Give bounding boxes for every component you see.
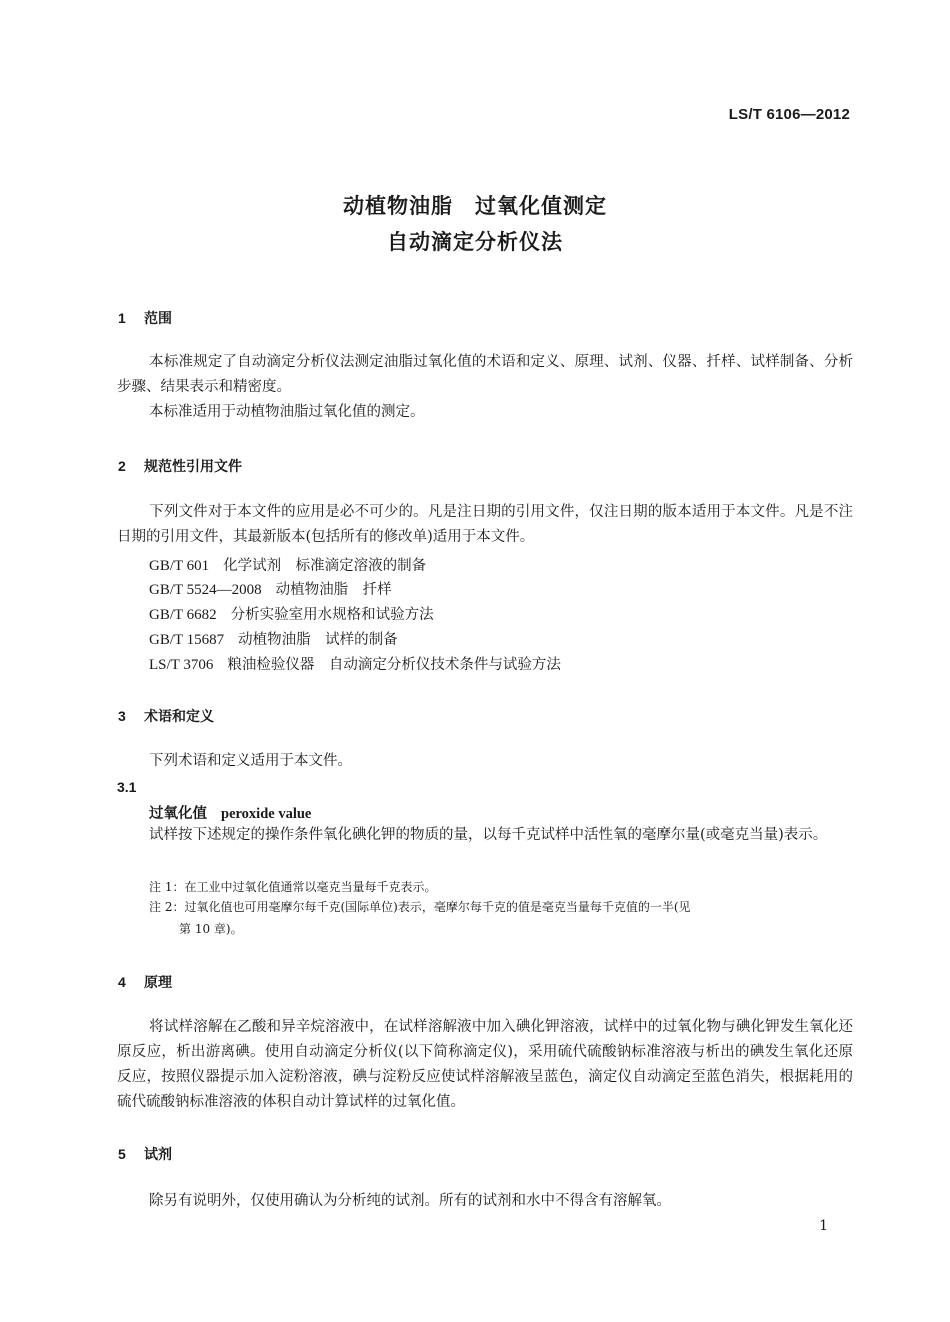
section-2-heading (118, 456, 242, 476)
standard-number: LS/T 6106—2012 (728, 106, 850, 123)
term-english: peroxide value (221, 806, 312, 822)
paragraph-text: 下列术语和定义适用于本文件。 (149, 753, 352, 769)
paragraph-text: 下列文件对于本文件的应用是必不可少的。凡是注日期的引用文件，仅注日期的版本适用于本文件。凡是不注日期的引用文件，其最新版本(包括所有的修改单)适用于本文件。 (117, 504, 853, 545)
section-title: 术语和定义 (144, 709, 214, 725)
section-3-heading (118, 706, 214, 726)
section-number: 1 (118, 310, 126, 326)
paragraph-text: 本标准规定了自动滴定分析仪法测定油脂过氧化值的术语和定义、原理、试剂、仪器、扦样、试样制备、分析步骤、结果表示和精密度。 (117, 354, 853, 395)
section-5-heading (118, 1144, 172, 1164)
section-1-heading (118, 308, 172, 328)
reference-title: 动植物油脂 扦样 (275, 582, 392, 598)
section-4-heading (118, 972, 172, 992)
section-number: 4 (118, 974, 126, 990)
note-2-line-1: 注 2：过氧化值也可用毫摩尔每千克(国际单位)表示，毫摩尔每千克的值是毫克当量每千克值的一半(见 (149, 900, 691, 914)
reference-title: 化学试剂 标准滴定溶液的制备 (223, 558, 427, 574)
subsection-number: 3.1 (117, 779, 137, 795)
reference-item (149, 603, 434, 624)
reference-item (149, 578, 392, 599)
reference-item (149, 653, 561, 674)
page-number: 1 (819, 1218, 828, 1234)
section-title: 范围 (144, 311, 172, 327)
paragraph-text: 本标准适用于动植物油脂过氧化值的测定。 (149, 404, 425, 420)
term-chinese: 过氧化值 (149, 805, 207, 822)
reference-code: GB/T 601 (149, 558, 210, 574)
section-title: 试剂 (144, 1147, 172, 1163)
term-heading (149, 802, 311, 823)
reference-code: GB/T 5524—2008 (149, 582, 262, 598)
section-number: 3 (118, 708, 126, 724)
section-1-paragraph-1 (117, 350, 853, 400)
section-number: 5 (118, 1146, 126, 1162)
section-3-intro (117, 749, 853, 774)
document-title-line1: 动植物油脂 过氧化值测定 (343, 194, 607, 218)
reference-code: LS/T 3706 (149, 657, 214, 673)
paragraph-text: 将试样溶解在乙酸和异辛烷溶液中，在试样溶解液中加入碘化钾溶液，试样中的过氧化物与碘化钾发生氧化还原反应，析出游离碘。使用自动滴定分析仪(以下简称滴定仪)，采用硫代硫酸钠标准溶液与析出的碘发生氧化还原反应，按照仪器提示加入淀粉溶液，碘与淀粉反应使试样溶解液呈蓝色，滴定仪自动滴定至蓝色消失，根据耗用的硫代硫酸钠标准溶液的体积自动计算试样的过氧化值。 (117, 1019, 853, 1110)
reference-item (149, 554, 426, 575)
paragraph-text: 试样按下述规定的操作条件氧化碘化钾的物质的量，以每千克试样中活性氧的毫摩尔量(或毫克当量)表示。 (149, 827, 828, 843)
note-2-line-2: 第 10 章)。 (179, 922, 243, 936)
reference-title: 分析实验室用水规格和试验方法 (230, 607, 434, 623)
reference-item (149, 628, 398, 649)
paragraph-text: 除另有说明外，仅使用确认为分析纯的试剂。所有的试剂和水中不得含有溶解氧。 (149, 1193, 671, 1209)
section-title: 规范性引用文件 (144, 459, 242, 475)
note-2 (149, 896, 854, 940)
section-4-paragraph (117, 1015, 853, 1115)
section-2-intro (117, 500, 853, 550)
section-5-paragraph (117, 1189, 853, 1214)
note-1: 注 1：在工业中过氧化值通常以毫克当量每千克表示。 (149, 880, 437, 894)
section-title: 原理 (144, 975, 172, 991)
document-title-line2: 自动滴定分析仪法 (387, 230, 563, 254)
reference-code: GB/T 15687 (149, 632, 225, 648)
reference-title: 动植物油脂 试样的制备 (238, 632, 398, 648)
term-definition (117, 823, 853, 848)
section-1-paragraph-2 (117, 400, 853, 425)
reference-title: 粮油检验仪器 自动滴定分析仪技术条件与试验方法 (227, 657, 561, 673)
section-number: 2 (118, 458, 126, 474)
reference-code: GB/T 6682 (149, 607, 217, 623)
